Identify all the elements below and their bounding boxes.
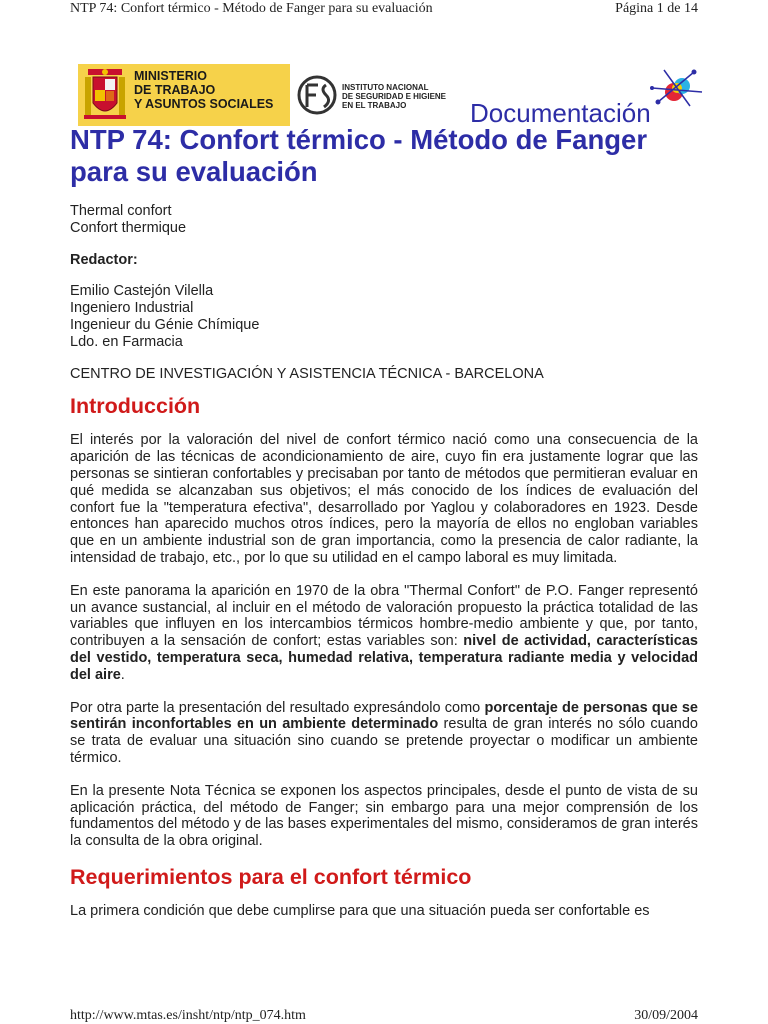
author-name: Emilio Castejón Vilella [70, 283, 214, 300]
paragraph: En este panorama la aparición en 1970 de la obra "Thermal Confort" de P.O. Fanger representó un avance sustancial, al incluir en el método de valoración propuesto la práctica totalidad de las variables que influyen en los intercambios térmicos hombre-medio ambiente y que, por tanto, contribuyen a la sensación de confort; estas variables son: nivel de actividad, características del vestido, temperatura seca, humedad relativa, temperatura radiante media y velocidad del aire. [70, 582, 698, 683]
footer-date: 30/09/2004 [634, 1008, 698, 1023]
paragraph: La primera condición que debe cumplirse para que una situación pueda ser confortable es [70, 902, 650, 919]
page-indicator: Página 1 de 14 [615, 1, 698, 16]
documentacion-label: Documentación [470, 98, 651, 128]
alt-title-en: Thermal confort [70, 203, 172, 219]
header-title: NTP 74: Confort térmico - Método de Fanger para su evaluación [70, 1, 433, 16]
author-role: Ingeniero Industrial [70, 300, 194, 317]
paragraph: En la presente Nota Técnica se exponen los aspectos principales, desde el punto de vista de su aplicación práctica, del método de Fanger; sin embargo para una mejor comprensión de los fundamentos del método y de las bases experimentales del mismo, consideramos de gran interés la consulta de la obra original. [70, 782, 698, 850]
author-role: Ingenieur du Génie Chímique [70, 316, 260, 333]
footer-url: http://www.mtas.es/insht/ntp/ntp_074.htm [70, 1008, 306, 1023]
document-body [70, 124, 698, 920]
section-heading-introduccion: Introducción [70, 394, 201, 419]
ministry-name: MINISTERIO DE TRABAJO Y ASUNTOS SOCIALES [134, 69, 274, 111]
institution-name: CENTRO DE INVESTIGACIÓN Y ASISTENCIA TÉCNICA - BARCELONA [70, 365, 544, 382]
paragraph: El interés por la valoración del nivel de confort térmico nació como una consecuencia de la aparición de las técnicas de acondicionamiento de aire, cuyo fin era justamente lograr que las personas se sintieran confortables y precisaban por tanto de métodos que permitieran evaluar en qué medida se alcanzaban sus objetivos; el más conocido de los índices de evaluación del confort fue la "temperatura efectiva", desarrollado por Yaglou y colaboradores en 1923. Desde entonces han aparecido muchos otros índices, pero la mayoría de ellos no engloban variables que en un ambiente industrial son de gran importancia, como la presencia de calor radiante, la intensidad de trabajo, etc., por lo que su utilidad en el campo laboral es muy limitada. [70, 432, 698, 566]
emphasis: porcentaje de personas que se sentirán inconfortables en un ambiente determinado [70, 699, 698, 733]
paragraph: Por otra parte la presentación del resultado expresándolo como porcentaje de personas que se sentirán inconfortables en un ambiente determinado resulta de gran interés no sólo cuando se trata de evaluar una situación sino cuando se pretende proyectar o modificar un ambiente térmico. [70, 699, 698, 766]
insht-logo-icon [296, 69, 338, 121]
document-title: NTP 74: Confort térmico - Método de Fanger para su evaluación [70, 124, 648, 187]
coat-of-arms-icon [82, 67, 128, 123]
insht-name: INSTITUTO NACIONAL DE SEGURIDAD E HIGIENE EN EL TRABAJO [342, 83, 447, 110]
redactor-label: Redactor: [70, 251, 138, 268]
section-heading-requerimientos: Requerimientos para el confort térmico [70, 864, 472, 889]
alt-title-fr: Confort thermique [70, 219, 187, 236]
author-role: Ldo. en Farmacia [70, 333, 183, 350]
star-burst-icon [644, 62, 708, 112]
emphasis: nivel de actividad, características del vestido, temperatura seca, humedad relativa, temperatura radiante media y velocidad del aire [70, 633, 698, 683]
